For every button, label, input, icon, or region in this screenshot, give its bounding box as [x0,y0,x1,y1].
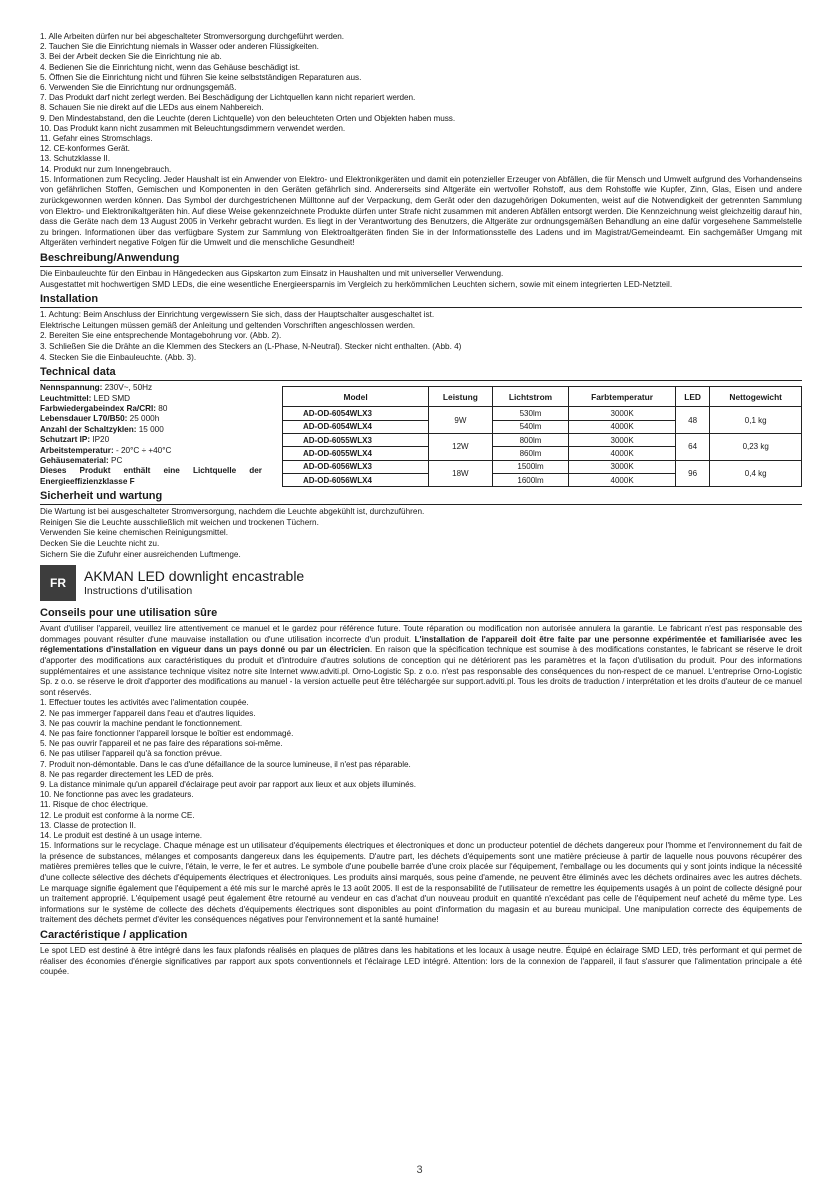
list-item: 4. Bedienen Sie die Einrichtung nicht, wenn das Gehäuse beschädigt ist. [40,62,300,72]
spec-row: Lebensdauer L70/B50: 25 000h [40,414,160,424]
table-row: AD-OD-6055WLX4 860lm 4000K [283,447,802,460]
section-title-installation: Installation [40,293,802,308]
text-line: Die Wartung ist bei ausgeschalteter Stromversorgung, nachdem die Leuchte abgekühlt ist, durchzuführen. [40,507,425,517]
list-item: 13. Classe de protection II. [40,820,136,830]
section-title-fr-application: Caractéristique / application [40,929,802,944]
de-safety-list [40,32,802,175]
list-item: 14. Produkt nur zum Innengebrauch. [40,164,172,174]
list-item: 10. Das Produkt kann nicht zusammen mit Beleuchtungsdimmern verwendet werden. [40,123,346,133]
fr-product-title: AKMAN LED downlight encastrable [84,568,305,585]
table-header: Leistung [429,387,492,407]
technical-data [40,383,802,487]
text-line: 4. Stecken Sie die Einbauleuchte. (Abb. 3). [40,352,197,362]
table-row: AD-OD-6056WLX4 1600lm 4000K [283,473,802,486]
list-item: 12. CE-konformes Gerät. [40,144,130,154]
table-header: Lichtstrom [492,387,569,407]
text-line: 2. Bereiten Sie eine entsprechende Montagebohrung vor. (Abb. 2). [40,331,282,341]
list-item: 10. Ne fonctionne pas avec les gradateurs. [40,790,194,800]
spec-row: Schutzart IP: IP20 [40,435,110,445]
list-item: 12. Le produit est conforme à la norme CE. [40,810,195,820]
fr-safety-list [40,698,802,841]
fr-language-header [40,565,802,601]
list-item: 9. Den Mindestabstand, den die Leuchte (deren Lichtquelle) von den beleuchteten Orten und Objekten haben muss. [40,113,456,123]
spec-row: Nennspannung: 230V~, 50Hz [40,383,153,393]
list-item: 2. Tauchen Sie die Einrichtung niemals in Wasser oder anderen Flüssigkeiten. [40,42,319,52]
table-header: Nettogewicht [710,387,802,407]
spec-row: Gehäusematerial: PC [40,456,123,465]
de-recycling-paragraph: 15. Informationen zum Recycling. Jeder Haushalt ist ein Anwender von Elektro- und Elektronikgeräten und damit ein potenzieller Erzeuger von Abfällen, die für Mensch und Umwelt aufgrund des Vorhandenseins von gefährlichen Stoffen, Gemischen und Komponenten in den Geräten gefährlich sind. Andererseits sind Altgeräte ein wertvoller Rohstoff, aus dem Rohstoffe wie Kupfer, Zinn, Glas, Eisen und andere zurückgewonnen werden können. Das Symbol der durchgestrichenen Mülltonne auf der Verpackung, dem Gerät oder den dazugehörigen Dokumenten, weist auf die Notwendigkeit der getrennten Sammlung von Elektro- und Elektronikaltgeräten hin. Auf diese Weise gekennzeichnete Produkte dürfen unter Strafe nicht zusammen mit anderen Abfällen entsorgt werden. Die Kennzeichnung weist gleichzeitig darauf hin, dass die Geräte nach dem 13 August 2005 in Verkehr gebracht wurden. Es liegt in der Verantwortung des Benutzers, die Altgeräte zur ordnungsgemäßen Behandlung an eine dafür vorgesehene Sammelstelle zu bringen. Informationen über das verfügbare System zur Sammlung von Elektroaltgeräten finden Sie in der Informationsstelle des Ladens und im Magistrat/Gemeindeamt. Ein sachgemäßer Umgang mit Altgeräten verhindert negative Folgen für die Umwelt und die menschliche Gesundheit! [40,174,802,248]
text-line: Ausgestattet mit hochwertigen SMD LEDs, die eine wesentliche Energieersparnis im Vergleich zu herkömmlichen Leuchten sichern, sowie mit einem integrierten LED-Netzteil. [40,279,673,289]
list-item: 5. Öffnen Sie die Einrichtung nicht und führen Sie keine selbstständigen Reparaturen aus. [40,72,362,82]
spec-row: Leuchtmittel: LED SMD [40,393,131,403]
list-item: 11. Gefahr eines Stromschlags. [40,134,153,144]
list-item: 1. Alle Arbeiten dürfen nur bei abgeschalteter Stromversorgung durchgeführt werden. [40,32,344,41]
list-item: 13. Schutzklasse II. [40,154,110,164]
section-title-technical: Technical data [40,366,802,381]
wartung-block [40,507,802,560]
table-row: AD-OD-6056WLX3 18W 1500lm 3000K 96 0,4 kg [283,460,802,473]
list-item: 11. Risque de choc électrique. [40,800,149,810]
table-row: AD-OD-6055WLX3 12W 800lm 3000K 64 0,23 kg [283,433,802,446]
spec-list [40,383,262,487]
fr-application-paragraph: Le spot LED est destiné à être intégré dans les faux plafonds réalisés en plaques de plâtres dans les habitations et les locaux à usage neutre. Équipé en éclairage SMD LED, très performant et qui permet de réaliser des économies d'énergie significatives par rapport aux spots conventionnels et l'éclairage LED intégré. Attention: lors de la connexion de l'appareil, il faut s'assurer que l'alimentation principale a été coupée. [40,945,802,977]
text-line: 1. Achtung: Beim Anschluss der Einrichtung vergewissern Sie sich, dass der Hauptschalter ausgeschaltet ist. [40,310,435,320]
table-header: Farbtemperatur [569,387,675,407]
section-title-beschreibung: Beschreibung/Anwendung [40,252,802,267]
text-line: Elektrische Leitungen müssen gemäß der Anleitung und geltenden Vorschriften angeschlossen werden. [40,320,416,330]
language-badge: FR [40,565,76,601]
text-line: Sichern Sie die Zufuhr einer ausreichenden Luftmenge. [40,549,241,559]
beschreibung-block [40,269,802,290]
section-title-fr-safety: Conseils pour une utilisation sûre [40,607,802,622]
installation-block [40,310,802,363]
fr-product-subtitle: Instructions d'utilisation [84,585,193,598]
list-item: 7. Das Produkt darf nicht zerlegt werden. Bei Beschädigung der Lichtquellen kann nicht repariert werden. [40,93,416,103]
text-line: Verwenden Sie keine chemischen Reinigungsmittel. [40,528,228,538]
list-item: 3. Bei der Arbeit decken Sie die Einrichtung nie ab. [40,52,222,62]
list-item: 9. La distance minimale qu'un appareil d'éclairage peut avoir par rapport aux lieux et aux objets illuminés. [40,779,416,789]
page-number: 3 [416,1164,423,1176]
list-item: 2. Ne pas immerger l'appareil dans l'eau et d'autres liquides. [40,708,256,718]
list-item: 8. Ne pas regarder directement les LED de près. [40,769,214,779]
spec-row: Anzahl der Schaltzyklen: 15 000 [40,424,164,434]
manual-page [40,32,802,978]
text-line: Die Einbauleuchte für den Einbau in Hängedecken aus Gipskarton zum Einsatz in Haushalten und mit universeller Verwendung. [40,269,504,278]
table-row: AD-OD-6054WLX3 9W 530lm 3000K 48 0,1 kg [283,407,802,420]
energy-class-note: Dieses Produkt enthält eine Lichtquelle der Energieeffizienzklasse F [40,466,262,486]
fr-recycling-paragraph: 15. Informations sur le recyclage. Chaque ménage est un utilisateur d'équipements électriques et électroniques et donc un producteur potentiel de déchets dangereux pour l'homme et l'environnement du fait de la présence de substances, mélanges et composants dangereux dans les équipements. D'autre part, les déchets d'équipements sont une matière précieuse à partir de laquelle nous pouvons récupérer des matières premières telles que le cuivre, l'étain, le verre, le fer et autres. Le symbole d'une poubelle barrée d'une croix placée sur l'équipement, l'emballage ou les documents qui y sont joints indique la nécessité d'une collecte sélective des déchets d'équipements électriques et électroniques. Les produits ainsi marqués, sous peine d'amende, ne peuvent être éliminés avec les déchets ordinaires avec les autres déchets. Le marquage signifie également que l'équipement a été mis sur le marché après le 13 août 2005. Il est de la responsabilité de l'utilisateur de remettre les équipements usagés à un point de collecte désigné pour un traitement approprié. L'équipement usagé peut également être retourné au vendeur en cas d'achat d'un nouveau produit en quantité n'excédant pas celle de l'équipement neuf acheté du même type. Les informations sur le système de collecte des déchets d'équipements électriques sont disponibles au point d'information du magasin et au bureau municipal. Une manipulation correcte des équipements de traitement des déchets permet d'éviter les conséquences négatives pour l'environnement et la santé humaine! [40,841,802,925]
spec-row: Farbwiedergabeindex Ra/CRI: 80 [40,403,168,413]
list-item: 3. Ne pas couvrir la machine pendant le fonctionnement. [40,718,243,728]
table-row: AD-OD-6054WLX4 540lm 4000K [283,420,802,433]
text-line: 3. Schließen Sie die Drähte an die Klemmen des Steckers an (L-Phase, N-Neutral). Stecker nicht enthalten. (Abb. 4) [40,341,462,351]
list-item: 4. Ne pas faire fonctionner l'appareil lorsque le boîtier est endommagé. [40,728,294,738]
table-header: Model [283,387,429,407]
list-item: 8. Schauen Sie nie direkt auf die LEDs aus einem Nahbereich. [40,103,264,113]
list-item: 7. Produit non-démontable. Dans le cas d'une défaillance de la source lumineuse, il n'est pas réparable. [40,759,411,769]
fr-intro-paragraph: Avant d'utiliser l'appareil, veuillez lire attentivement ce manuel et le gardez pour référence future. Toute réparation ou modification non autorisée annulera la garantie. Le fabricant n'est pas responsable des dommages pouvant résulter d'une mauvaise installation ou d'une utilisation incorrecte d'un produit. L'installation de l'appareil doit être faite par une personne expérimentée et familiarisée avec les réglementations d'installation en vigueur dans un pays donné ou par un électricien. En raison que la spécification technique est soumise à des modifications constantes, le fabricant se réserve le droit d'apporter des modifications aux caractéristiques du produit et d'introduire d'autres solutions de conception qui ne détériorent pas les paramètres et la façon d'utilisation du produit. Pour des informations supplémentaires et une assistance technique visitez notre site Internet www.adviti.pl. Orno-Logistic Sp. z o.o. n'est pas responsable des conséquences du non-respect de ce manuel. L'entreprise Orno-Logistic Sp. z o.o. se réserve le droit d'apporter des modifications au manuel - la version actuelle peut être téléchargée sur support.adviti.pl. Tous les droits de traduction / interprétation et les droits d'auteur de ce manuel sont réservés. [40,624,802,697]
spec-row: Arbeitstemperatur: - 20°C ÷ +40°C [40,445,172,455]
list-item: 14. Le produit est destiné à un usage interne. [40,830,203,840]
list-item: 6. Ne pas utiliser l'appareil qu'à sa fonction prévue. [40,749,223,759]
list-item: 6. Verwenden Sie die Einrichtung nur ordnungsgemäß. [40,83,237,93]
text-line: Decken Sie die Leuchte nicht zu. [40,539,160,548]
table-header: LED [675,387,710,407]
text-line: Reinigen Sie die Leuchte ausschließlich mit weichen und trockenen Tüchern. [40,517,319,527]
model-table [282,386,802,487]
section-title-wartung: Sicherheit und wartung [40,490,802,505]
list-item: 5. Ne pas ouvrir l'appareil et ne pas faire des réparations soi-même. [40,739,283,749]
list-item: 1. Effectuer toutes les activités avec l'alimentation coupée. [40,698,249,708]
